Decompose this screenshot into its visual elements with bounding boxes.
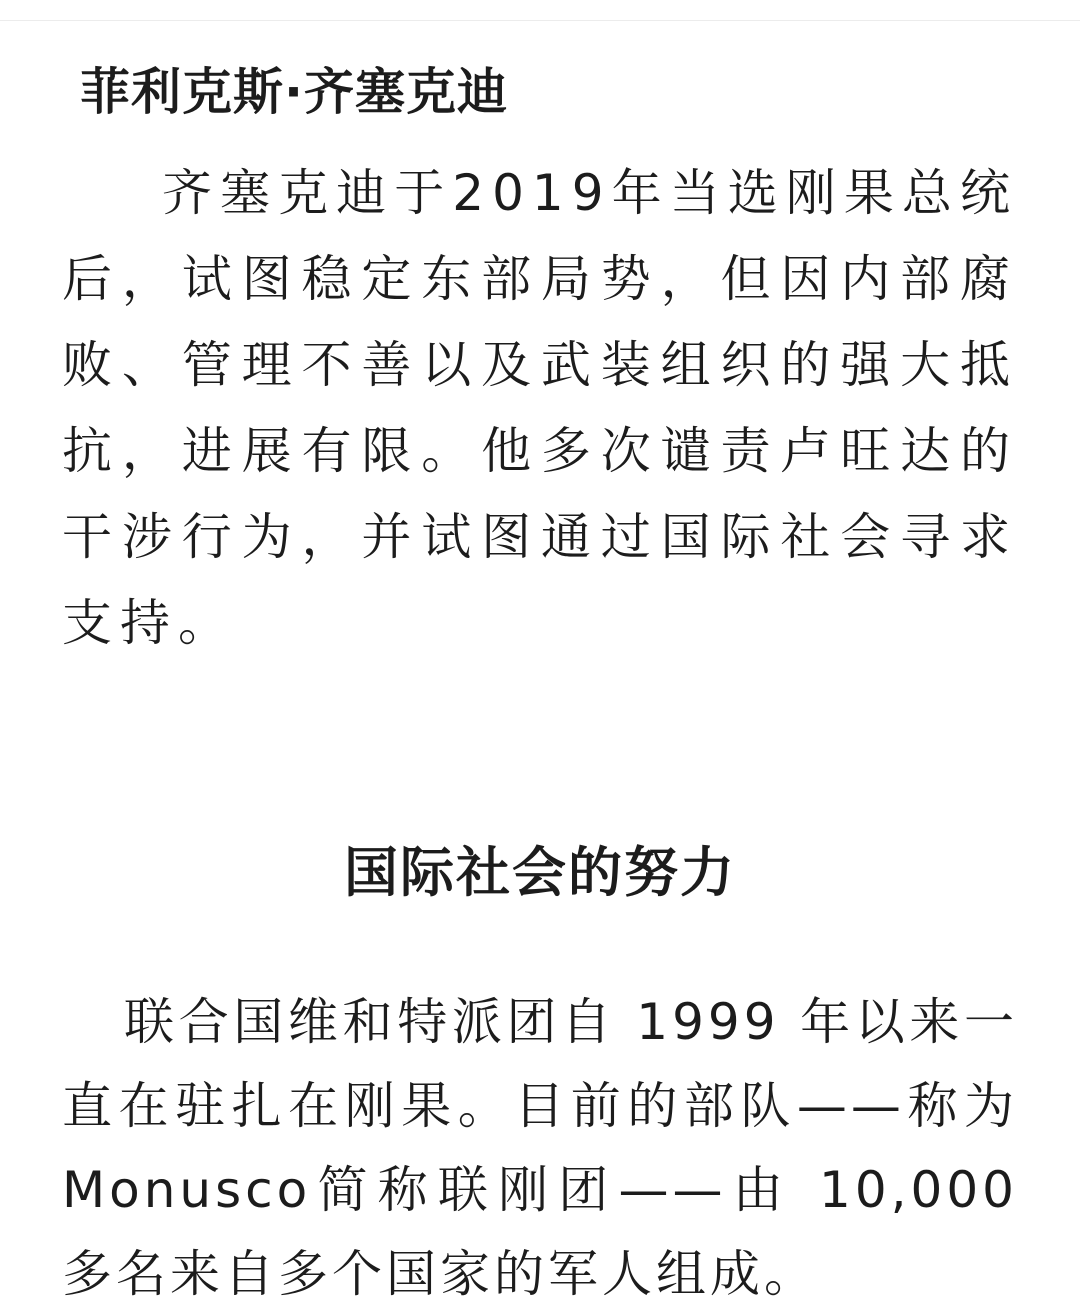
top-divider	[0, 20, 1080, 21]
section-heading-tshisekedi: 菲利克斯·齐塞克迪	[80, 62, 508, 121]
section-heading-international-efforts: 国际社会的努力	[344, 840, 736, 904]
paragraph-tshisekedi: 齐塞克迪于2019年当选刚果总统后，试图稳定东部局势，但因内部腐败、管理不善以及武装组织的强大抵抗，进展有限。他多次谴责卢旺达的干涉行为，并试图通过国际社会寻求支持。	[62, 164, 1018, 652]
paragraph-monusco: 联合国维和特派团自 1999 年以来一直在驻扎在刚果。目前的部队——称为Monusco简称联刚团——由 10,000 多名来自多个国家的军人组成。	[62, 993, 1018, 1303]
